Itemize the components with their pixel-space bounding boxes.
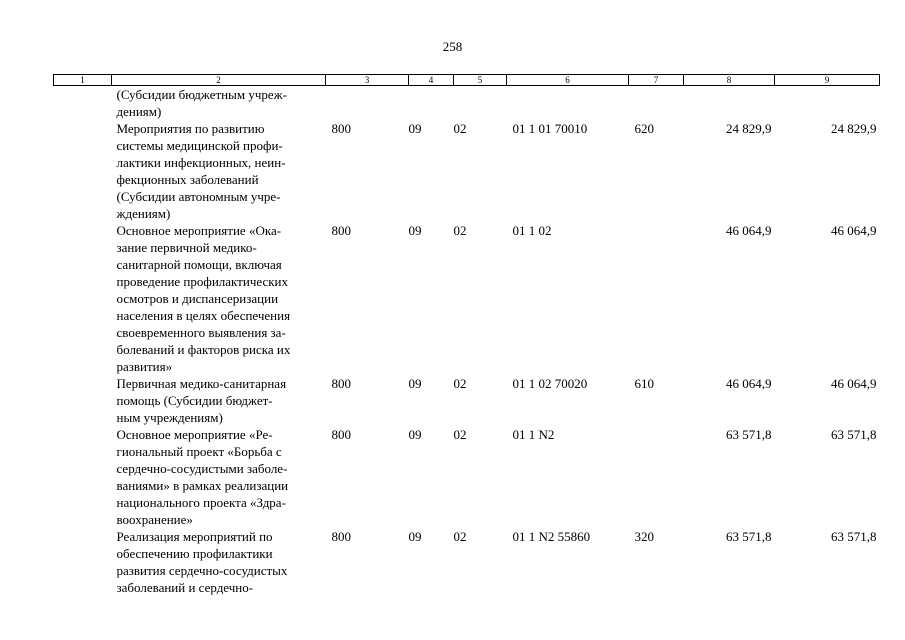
row-description <box>112 120 326 222</box>
row-section-code: 09 <box>408 121 422 136</box>
column-header: 3 <box>326 75 409 86</box>
row-expense-type: 620 <box>634 121 654 136</box>
column-header: 2 <box>112 75 326 86</box>
description-line: болеваний и факторов риска их <box>116 342 291 357</box>
description-line: обеспечению профилактики <box>116 546 273 561</box>
row-section-code <box>409 86 454 121</box>
row-expense-type <box>629 86 684 121</box>
column-header: 5 <box>454 75 507 86</box>
row-sum-year1: 46 064,9 <box>726 223 772 238</box>
description-line: лактики инфекционных, неин- <box>116 155 286 170</box>
row-grbs-code: 800 <box>331 529 351 544</box>
row-expense-type <box>629 222 684 375</box>
row-subsection-code: 02 <box>453 427 467 442</box>
row-expense-type <box>629 426 684 528</box>
description-line: Основное мероприятие «Ока- <box>116 223 282 238</box>
description-line: фекционных заболеваний <box>116 172 259 187</box>
table-row <box>54 426 880 528</box>
row-expense-type: 320 <box>634 529 654 544</box>
table-row <box>54 528 880 596</box>
table-row <box>54 375 880 426</box>
description-line: системы медицинской профи- <box>116 138 283 153</box>
description-line: Реализация мероприятий по <box>116 529 273 544</box>
description-line: (Субсидии автономным учре- <box>116 189 281 204</box>
description-line: помощь (Субсидии бюджет- <box>116 393 273 408</box>
description-line: Основное мероприятие «Ре- <box>116 427 273 442</box>
row-sum-year2: 24 829,9 <box>831 121 877 136</box>
row-sum-year2: 63 571,8 <box>831 427 877 442</box>
row-section-code: 09 <box>408 427 422 442</box>
row-sum-year2 <box>775 86 880 121</box>
column-header: 9 <box>775 75 880 86</box>
column-header: 7 <box>629 75 684 86</box>
description-line: развития» <box>116 359 173 374</box>
table-row <box>54 222 880 375</box>
cell-column-1 <box>54 86 112 121</box>
row-sum-year1: 63 571,8 <box>726 427 772 442</box>
row-description <box>112 426 326 528</box>
row-section-code: 09 <box>408 529 422 544</box>
row-subsection-code: 02 <box>453 529 467 544</box>
page-number: 258 <box>442 39 463 54</box>
cell-column-1 <box>54 222 112 375</box>
budget-table <box>53 74 880 596</box>
row-sum-year2: 63 571,8 <box>831 529 877 544</box>
column-header: 1 <box>54 75 112 86</box>
column-header: 4 <box>409 75 454 86</box>
description-line: национального проекта «Здра- <box>116 495 286 510</box>
row-target-item: 01 1 01 70010 <box>512 121 588 136</box>
description-line: населения в целях обеспечения <box>116 308 291 323</box>
row-subsection-code: 02 <box>453 223 467 238</box>
table-row <box>54 120 880 222</box>
description-line: заболеваний и сердечно- <box>116 580 254 595</box>
cell-column-1 <box>54 375 112 426</box>
description-line: проведение профилактических <box>116 274 288 289</box>
row-grbs-code: 800 <box>331 121 351 136</box>
row-sum-year1 <box>684 86 775 121</box>
row-sum-year1: 24 829,9 <box>726 121 772 136</box>
row-target-item: 01 1 N2 55860 <box>512 529 591 544</box>
cell-column-1 <box>54 120 112 222</box>
row-target-item <box>507 86 629 121</box>
row-section-code: 09 <box>408 223 422 238</box>
row-subsection-code: 02 <box>453 121 467 136</box>
row-sum-year1: 46 064,9 <box>726 376 772 391</box>
row-grbs-code: 800 <box>331 427 351 442</box>
description-line: ждениям) <box>116 206 171 221</box>
description-line: дениям) <box>116 104 162 119</box>
row-description <box>112 375 326 426</box>
description-line: зание первичной медико- <box>116 240 257 255</box>
row-subsection-code <box>454 86 507 121</box>
row-grbs-code <box>326 86 409 121</box>
column-header: 6 <box>507 75 629 86</box>
cell-column-1 <box>54 528 112 596</box>
description-line: воохранение» <box>116 512 193 527</box>
row-target-item: 01 1 02 70020 <box>512 376 588 391</box>
description-line: ным учреждениям) <box>116 410 223 425</box>
description-line: осмотров и диспансеризации <box>116 291 279 306</box>
row-expense-type: 610 <box>634 376 654 391</box>
row-sum-year1: 63 571,8 <box>726 529 772 544</box>
row-grbs-code: 800 <box>331 223 351 238</box>
description-line: своевременного выявления за- <box>116 325 286 340</box>
description-line: сердечно-сосудистыми заболе- <box>116 461 288 476</box>
column-header: 8 <box>684 75 775 86</box>
row-subsection-code: 02 <box>453 376 467 391</box>
row-sum-year2: 46 064,9 <box>831 376 877 391</box>
description-line: (Субсидии бюджетным учреж- <box>116 87 287 102</box>
row-grbs-code: 800 <box>331 376 351 391</box>
description-line: санитарной помощи, включая <box>116 257 282 272</box>
row-target-item: 01 1 N2 <box>512 427 555 442</box>
row-description <box>112 528 326 596</box>
description-line: гиональный проект «Борьба с <box>116 444 282 459</box>
row-target-item: 01 1 02 <box>512 223 552 238</box>
row-description <box>112 86 326 121</box>
row-sum-year2: 46 064,9 <box>831 223 877 238</box>
description-line: Первичная медико-санитарная <box>116 376 287 391</box>
cell-column-1 <box>54 426 112 528</box>
table-row <box>54 86 880 121</box>
column-number-row <box>54 75 880 86</box>
row-section-code: 09 <box>408 376 422 391</box>
description-line: развития сердечно-сосудистых <box>116 563 288 578</box>
description-line: Мероприятия по развитию <box>116 121 265 136</box>
description-line: ваниями» в рамках реализации <box>116 478 289 493</box>
row-description <box>112 222 326 375</box>
